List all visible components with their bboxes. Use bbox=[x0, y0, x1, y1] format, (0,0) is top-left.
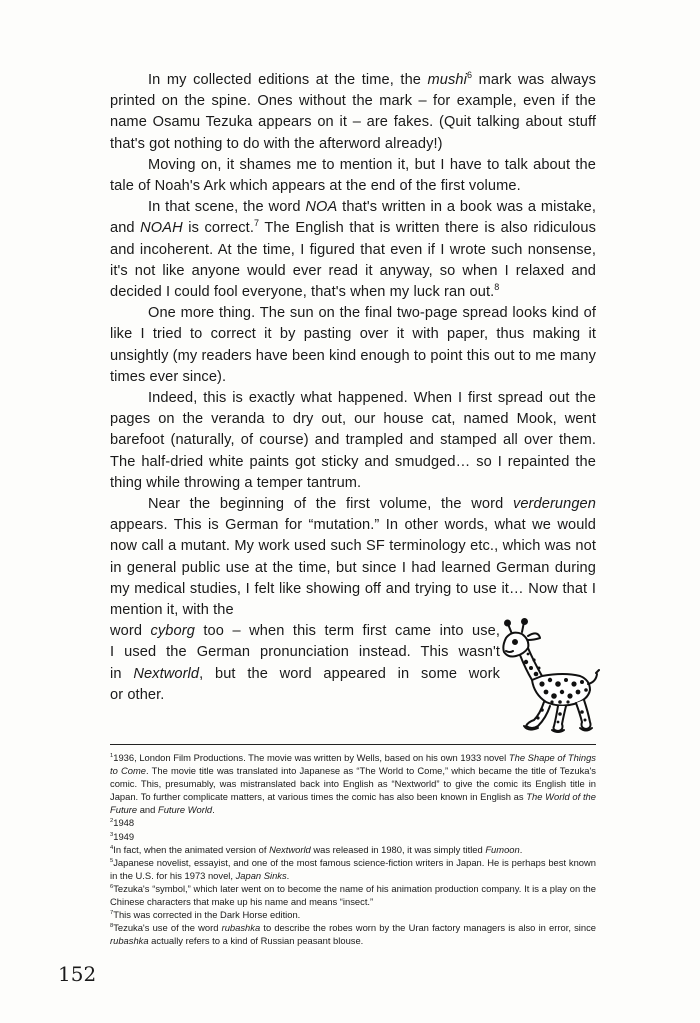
italic-term-noa: NOA bbox=[305, 199, 338, 216]
italic-term-verderungen: verderungen bbox=[512, 496, 596, 513]
text-run: 1936, London Film Productions. The movie was written by Wells, based on his own 1933 novel bbox=[113, 752, 509, 763]
giraffe-illustration-icon bbox=[498, 618, 600, 736]
footnote-6 bbox=[110, 882, 596, 908]
paragraph-1 bbox=[110, 70, 596, 155]
footnote-ref-6[interactable]: 6 bbox=[466, 70, 473, 81]
paragraph-2 bbox=[110, 155, 596, 197]
text-run: that's written in a book was a mistake, and bbox=[110, 199, 596, 237]
text-run: to describe the robes worn by the Uran factory managers is also in error, since bbox=[260, 922, 596, 934]
paragraph-6 bbox=[110, 494, 596, 621]
text-run: One more thing. The sun on the final two-page spread looks kind of like I tried to correct it by pasting over it with paper, thus making it unsightly (my readers have been kind enough to point this out to me many times ever since). bbox=[110, 305, 596, 385]
text-run: appears. This is German for “mutation.” In other words, what we would now call a mutant. My work used such SF terminology etc., which was not in general public use at the time, but since I had learned German during my medical studies, I felt like showing off and trying to use it… Now that I mention it, with the bbox=[110, 517, 596, 619]
italic-term: rubashka bbox=[110, 935, 149, 947]
italic-title: Japan Sinks bbox=[235, 869, 287, 881]
text-run: 1948 bbox=[113, 817, 135, 829]
text-run: The English that is written there is also ridiculous and incoherent. At the time, I figured that even if I wrote such nonsense, it's not like anyone would ever read it anyway, so when I relaxed and decided I could fool everyone, that's when my luck ran out. bbox=[110, 220, 596, 301]
italic-term-cyborg: cyborg bbox=[150, 623, 195, 640]
text-run: too – when this term first came into use, bbox=[194, 623, 500, 640]
italic-title: Fumoon bbox=[485, 843, 520, 855]
footnote-number: 3 bbox=[110, 831, 114, 838]
footnote-number: 5 bbox=[110, 857, 114, 864]
text-run: . bbox=[286, 869, 290, 881]
footnote-7 bbox=[110, 908, 596, 921]
text-run: in bbox=[110, 665, 134, 682]
text-run: In fact, when the animated version of bbox=[113, 843, 270, 855]
footnote-3 bbox=[110, 830, 596, 843]
text-run: actually refers to a kind of Russian peasant blouse. bbox=[148, 935, 364, 947]
footnote-number: 4 bbox=[110, 844, 114, 851]
text-run: was released in 1980, it was simply titled bbox=[310, 843, 486, 855]
wrapped-line-3 bbox=[110, 664, 500, 685]
paragraph-3 bbox=[110, 197, 596, 303]
footnote-ref-7[interactable]: 7 bbox=[253, 218, 260, 229]
text-run: Moving on, it shames me to mention it, but I have to talk about the tale of Noah's Ark which appears at the end of the first volume. bbox=[110, 156, 596, 195]
text-run: This was corrected in the Dark Horse edition. bbox=[113, 909, 301, 921]
italic-term: rubashka bbox=[221, 922, 261, 934]
footnote-4 bbox=[110, 843, 596, 856]
footnote-divider bbox=[110, 744, 596, 745]
text-run: 1949 bbox=[113, 830, 135, 842]
paragraph-6-wrapped-lines bbox=[110, 621, 500, 706]
wrapped-line-4: or other. bbox=[110, 686, 165, 703]
text-run: word bbox=[110, 623, 151, 640]
text-run: and bbox=[137, 804, 158, 816]
italic-title: The Shape of Things to Come bbox=[110, 752, 596, 777]
footnote-2 bbox=[110, 816, 596, 829]
footnote-5 bbox=[110, 856, 596, 882]
paragraph-5 bbox=[110, 388, 596, 494]
text-run: Tezuka's use of the word bbox=[113, 922, 222, 934]
italic-title: Nextworld bbox=[269, 843, 311, 855]
afterword-body bbox=[110, 70, 596, 706]
italic-title-nextworld: Nextworld bbox=[133, 665, 200, 682]
text-run: Indeed, this is exactly what happened. When I first spread out the pages on the veranda to dry out, our house cat, named Mook, went barefoot (naturally, of course) and trampled and stamped all over them. The half-dried white paints got sticky and smudged… so I repainted the thing while throwing a temper tantrum. bbox=[110, 390, 596, 491]
text-run: is correct. bbox=[182, 220, 254, 237]
text-run: Near the beginning of the first volume, the word bbox=[148, 496, 513, 513]
footnote-number: 2 bbox=[110, 818, 114, 825]
italic-title: Future World bbox=[157, 804, 213, 816]
italic-title: The World of the Future bbox=[110, 791, 596, 816]
wrapped-line-2: I used the German pronunciation instead. This wasn't bbox=[110, 644, 500, 661]
text-run: Tezuka's “symbol,” which later went on to become the name of his animation production company. It is a play on the Chinese characters that make up his name and means “insect.” bbox=[110, 882, 596, 908]
text-run: . bbox=[212, 804, 215, 816]
footnote-number: 6 bbox=[110, 883, 114, 890]
italic-term-mushi: mushi bbox=[427, 72, 467, 88]
footnote-8 bbox=[110, 921, 596, 947]
text-run: , but the word appeared in some work bbox=[199, 665, 500, 682]
text-run: In that scene, the word bbox=[148, 199, 306, 216]
text-run: . bbox=[519, 843, 523, 855]
footnotes bbox=[110, 751, 596, 947]
footnote-number: 8 bbox=[110, 923, 114, 930]
footnote-number: 7 bbox=[110, 910, 114, 916]
wrapped-line-1 bbox=[110, 621, 500, 642]
text-run: . The movie title was translated into Japanese as “The World to Come,” which became the title of Tezuka's comic. This, presumably, was mistranslated back into English as “Nextworld” to give the comic its English title in Japan. To further complicate matters, at various times the comic has also been known in English as bbox=[110, 765, 596, 803]
text-run: In my collected editions at the time, the bbox=[148, 72, 428, 88]
text-run: Japanese novelist, essayist, and one of the most famous science-fiction writers in Japan. He is perhaps best known in the U.S. for his 1973 novel, bbox=[110, 856, 596, 881]
footnote-ref-8[interactable]: 8 bbox=[494, 282, 500, 293]
footnote-number: 1 bbox=[110, 752, 114, 759]
footnote-1 bbox=[110, 751, 596, 816]
italic-term-noah: NOAH bbox=[140, 220, 183, 237]
paragraph-4 bbox=[110, 303, 596, 388]
text-run: mark was always printed on the spine. Ones without the mark – for example, even if the name Osamu Tezuka appears on it – are fakes. (Quit talking about stuff that's got nothing to do with the afterword already!) bbox=[110, 72, 596, 152]
page-number: 152 bbox=[58, 962, 97, 986]
